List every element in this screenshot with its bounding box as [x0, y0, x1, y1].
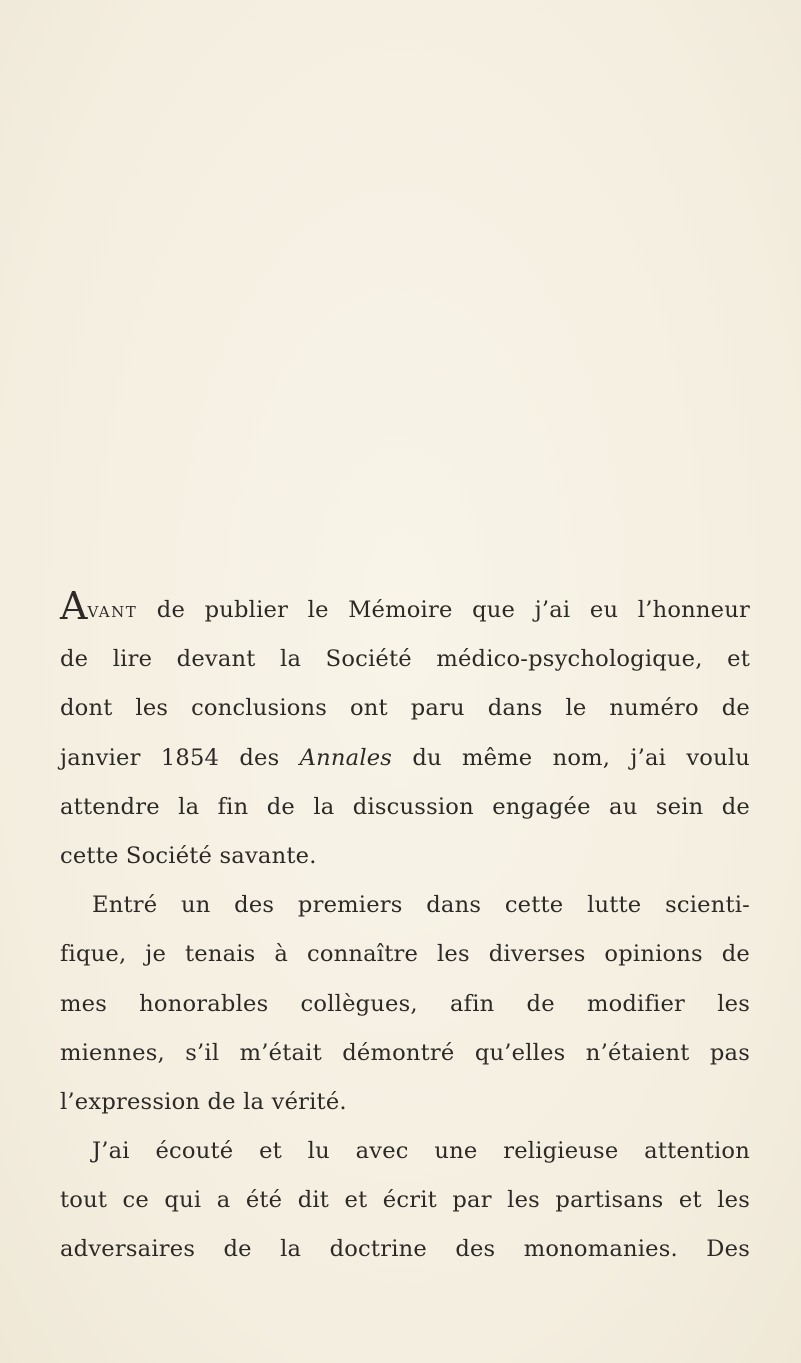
text-line: tout ce qui a été dit et écrit par les partisans et les — [60, 1187, 750, 1214]
body-text — [60, 586, 750, 1275]
text-line: Entré un des premiers dans cette lutte scienti- — [92, 892, 750, 919]
journal-title: Annales — [299, 744, 393, 771]
line-text: janvier 1854 des — [60, 744, 300, 771]
text-line: cette Société savante. — [60, 842, 317, 869]
text-line: adversaires de la doctrine des monomanies. Des — [60, 1236, 750, 1263]
drop-initial: A — [60, 584, 88, 628]
line-text: de publier le Mémoire que j’ai eu l’honneur — [137, 597, 750, 623]
text-line: attendre la fin de la discussion engagée au sein de — [60, 793, 750, 820]
text-line: J’ai écouté et lu avec une religieuse attention — [92, 1138, 750, 1165]
text-line: l’expression de la vérité. — [60, 1088, 347, 1115]
text-line: miennes, s’il m’était démontré qu’elles n’étaient pas — [60, 1039, 750, 1066]
line-text: du même nom, j’ai voulu — [392, 744, 751, 771]
text-line: mes honorables collègues, afin de modifier les — [60, 990, 750, 1017]
text-line: fique, je tenais à connaître les diverses opinions de — [60, 941, 750, 968]
text-line — [60, 734, 750, 783]
text-line — [60, 586, 750, 635]
small-caps-word: VANT — [87, 603, 138, 621]
text-line: de lire devant la Société médico-psychologique, et — [60, 646, 750, 673]
text-line: dont les conclusions ont paru dans le numéro de — [60, 695, 750, 722]
